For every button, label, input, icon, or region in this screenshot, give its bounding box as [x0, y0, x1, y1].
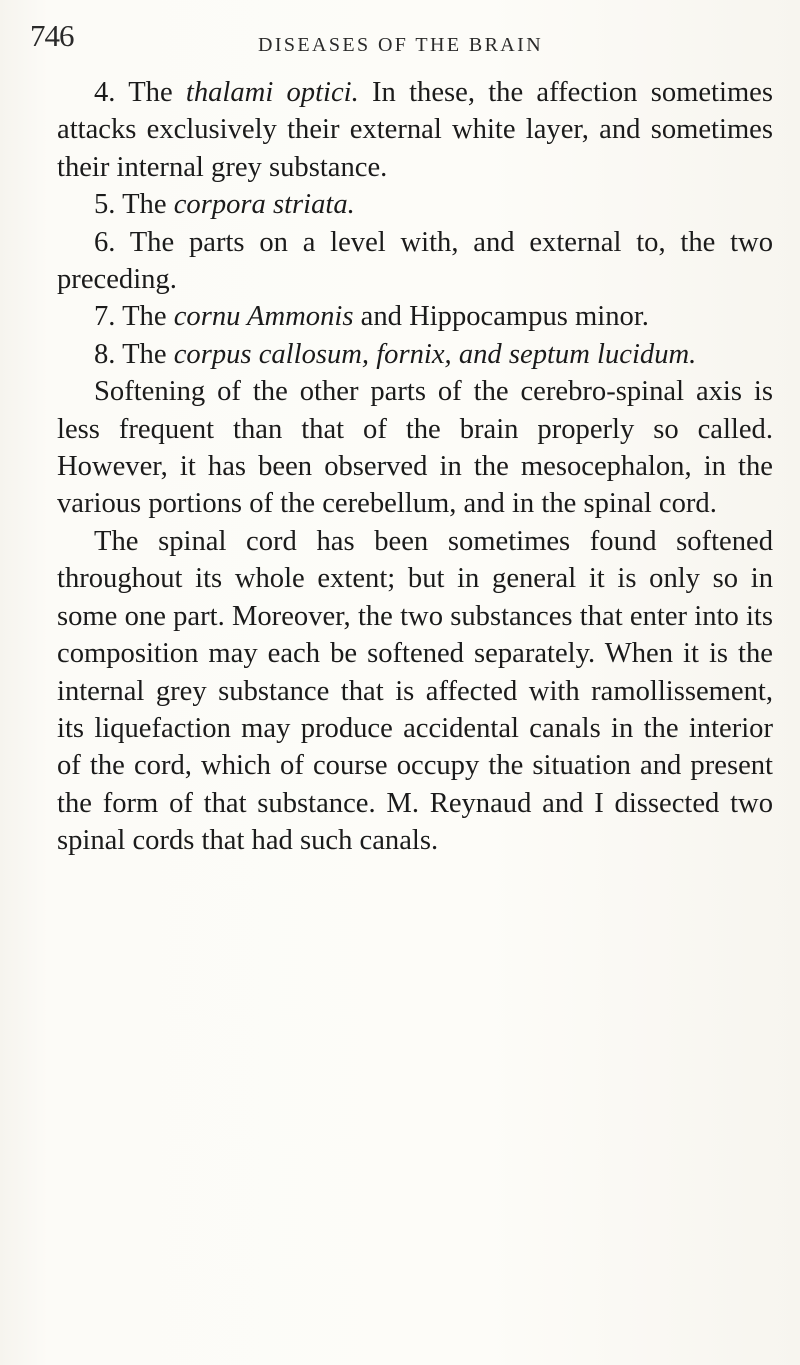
- page-number: 746: [30, 18, 74, 53]
- item-text: The: [128, 77, 186, 108]
- item-number: 7.: [94, 301, 116, 333]
- list-item: [57, 74, 773, 186]
- paragraph: Softening of the other parts of the cerebro-spinal axis is less frequent than that of the brain properly so called. However, it has been observed in the mesocephalon, in the various portions of the cerebellum, and in the spinal cord.: [57, 376, 773, 520]
- item-number: 4.: [94, 77, 116, 108]
- item-text-continued: In these, the affection sometimes attacks exclusively their external white layer, and sometimes their internal grey substance.: [57, 77, 774, 183]
- item-number: 8.: [94, 338, 116, 370]
- list-item: [57, 336, 773, 373]
- body-text: [57, 74, 773, 860]
- list-item: [57, 224, 773, 299]
- item-text: The: [122, 189, 174, 221]
- page-header: [30, 18, 770, 62]
- item-italic-term: corpus callosum, fornix, and septum lucidum.: [173, 338, 697, 370]
- item-italic-term: cornu Ammonis: [173, 301, 354, 333]
- item-italic-term: corpora striata.: [173, 189, 355, 221]
- item-text: The parts on a level with, and external to, the two preceding.: [57, 226, 773, 296]
- item-italic-term: thalami optici.: [185, 77, 359, 108]
- list-item: [57, 298, 773, 335]
- running-head: DISEASES OF THE BRAIN: [258, 34, 544, 56]
- item-number: 5.: [94, 189, 116, 221]
- item-text: The: [122, 338, 174, 370]
- item-text-continued: and Hippocampus minor.: [353, 301, 649, 333]
- list-item: [57, 186, 773, 223]
- item-text: The: [122, 301, 174, 333]
- item-number: 6.: [94, 226, 116, 258]
- paragraph: The spinal cord has been sometimes found softened throughout its whole extent; but in general it is only so in some one part. Moreover, the two substances that enter into its composition may each be softened separately. When it is the internal grey substance that is affected with ramollissement, its liquefaction may produce accidental canals in the interior of the cord, which of course occupy the situation and present the form of that substance. M. Reynaud and I dissected two spinal cords that had such canals.: [57, 525, 773, 857]
